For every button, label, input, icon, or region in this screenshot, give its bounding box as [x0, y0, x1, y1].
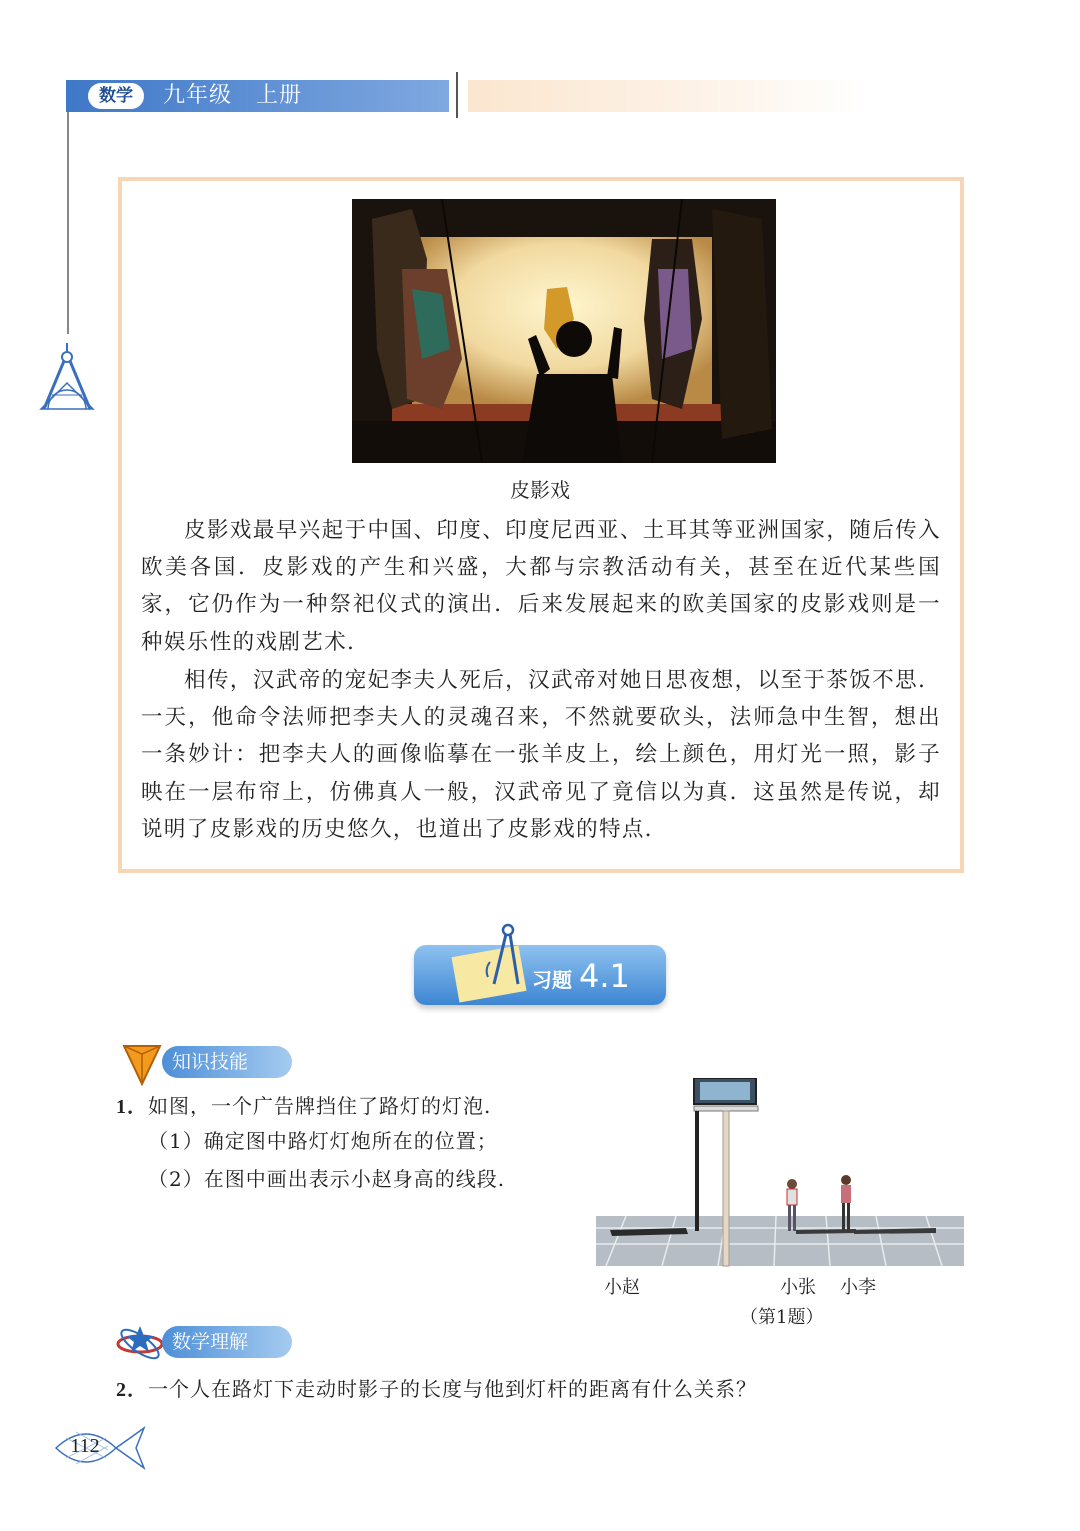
section-tag-knowledge-skills: 知识技能	[162, 1046, 292, 1078]
subject-badge: 数学	[88, 83, 144, 109]
page-number: 112	[70, 1435, 100, 1457]
diamond-icon	[122, 1040, 162, 1086]
label-xiaozhang: 小张	[780, 1277, 816, 1298]
paragraph-history: 皮影戏最早兴起于中国、印度、印度尼西亚、土耳其等亚洲国家，随后传入欧美各国．皮影戏的产生和兴盛，大都与宗教活动有关，甚至在近代某些国家，它仍作为一种祭祀仪式的演出．后来发展起来的欧美国家的皮影戏则是一种娱乐性的戏剧艺术．	[141, 518, 941, 655]
photo-caption: 皮影戏	[510, 478, 570, 502]
question-1-text: 如图，一个广告牌挡住了路灯的灯泡.	[148, 1094, 492, 1118]
grade-volume-title: 九年级 上册	[163, 83, 302, 108]
header-divider	[456, 72, 458, 118]
question-2-text: 一个人在路灯下走动时影子的长度与他到灯杆的距离有什么关系？	[148, 1377, 757, 1401]
question-1-part-1: （1）确定图中路灯灯炮所在的位置；	[148, 1129, 498, 1153]
compass-icon	[38, 343, 96, 415]
question-2-number: 2．	[116, 1379, 148, 1401]
shadow-play-photo	[352, 199, 776, 463]
exercise-title	[532, 950, 630, 1006]
streetlight-figure	[596, 1078, 964, 1268]
header-decoration	[468, 80, 868, 112]
exercise-label: 习题	[532, 968, 572, 992]
atom-star-icon	[116, 1322, 164, 1362]
label-xiaoli: 小李	[840, 1277, 876, 1298]
question-1	[116, 1091, 491, 1122]
question-1-part-2: （2）在图中画出表示小赵身高的线段.	[148, 1167, 506, 1191]
question-1-number: 1．	[116, 1096, 148, 1118]
margin-line	[67, 112, 69, 334]
paragraph-legend: 相传，汉武帝的宠妃李夫人死后，汉武帝对她日思夜想，以至于茶饭不思．一天，他命令法师把李夫人的灵魂召来，不然就要砍头，法师急中生智，想出一条妙计：把李夫人的画像临摹在一张羊皮上，绘上颜色，用灯光一照，影子映在一层布帘上，仿佛真人一般，汉武帝见了竟信以为真．这虽然是传说，却说明了皮影戏的历史悠久，也道出了皮影戏的特点．	[141, 668, 941, 842]
question-2	[116, 1374, 757, 1405]
compass-icon	[470, 922, 530, 992]
label-xiaozhao: 小赵	[604, 1277, 640, 1298]
section-tag-math-understanding: 数学理解	[162, 1326, 292, 1358]
figure-caption: （第1题）	[740, 1307, 824, 1328]
exercise-number: 4.1	[578, 957, 630, 995]
